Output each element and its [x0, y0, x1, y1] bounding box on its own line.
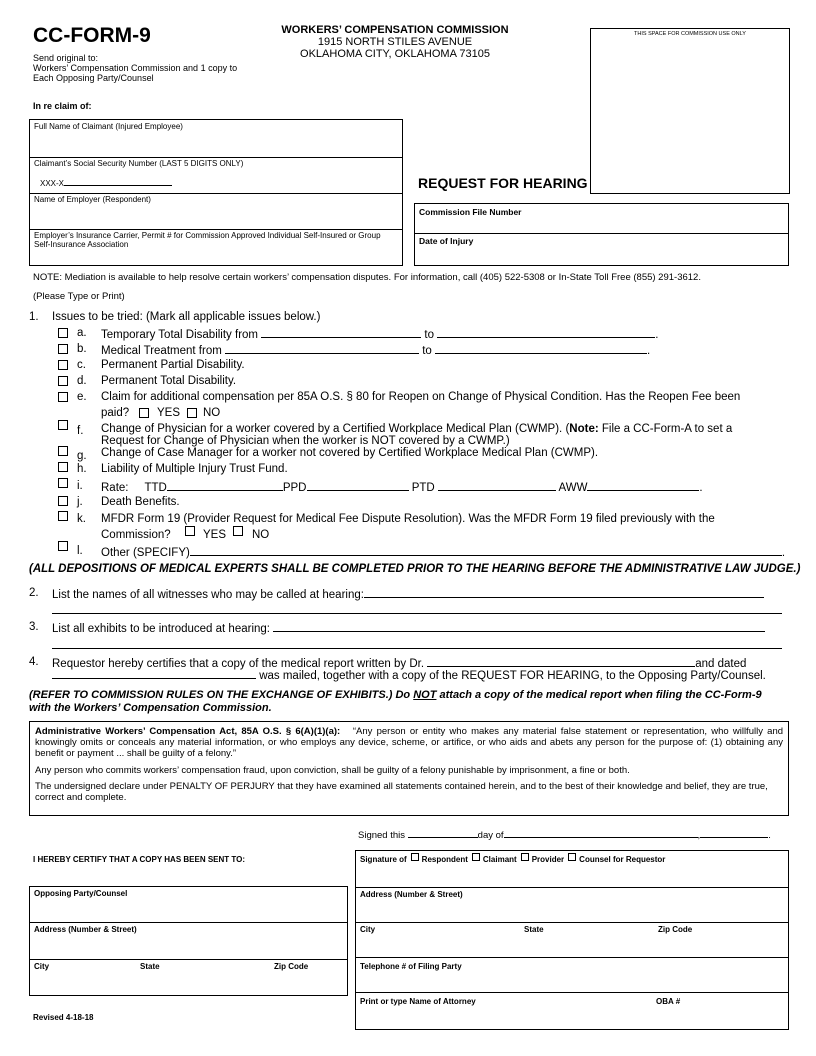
commission-use-label: THIS SPACE FOR COMMISSION USE ONLY [634, 31, 746, 37]
ttd-blank[interactable] [167, 479, 283, 491]
issue-d-text: Permanent Total Disability. [101, 375, 237, 387]
checkbox-g[interactable] [58, 446, 68, 456]
ssn-label: Claimant’s Social Security Number (LAST 5 DIGITS ONLY) [34, 159, 244, 168]
refer-not: NOT [413, 689, 437, 701]
refer-text: attach a copy of the medical report when filing the CC-Form-9 [436, 689, 762, 701]
send-instructions [33, 53, 237, 83]
issue-d-letter: d. [77, 375, 87, 387]
checkbox-l[interactable] [58, 541, 68, 551]
day-of-label: day of [477, 830, 504, 841]
issue-b-letter: b. [77, 343, 87, 355]
item3-text: List all exhibits to be introduced at hearing: [52, 623, 270, 635]
comma: , [697, 830, 701, 841]
dated-label: and dated [695, 658, 747, 670]
refer-text-line2: with the Workers’ Compensation Commission. [29, 702, 272, 714]
item2 [52, 586, 764, 602]
issue-k-commission: Commission? [101, 529, 171, 541]
checkbox-b[interactable] [58, 344, 68, 354]
month-blank[interactable] [504, 828, 698, 838]
in-re-claim: In re claim of: [33, 101, 92, 111]
issue-l-letter: l. [77, 545, 83, 557]
phone-label: Telephone # of Filing Party [360, 962, 462, 971]
issue-a: Temporary Total Disability from to . [101, 326, 658, 342]
issue-b: Medical Treatment from to . [101, 342, 650, 358]
divider [356, 957, 788, 958]
mediation-note: NOTE: Mediation is available to help resolve certain workers’ compensation disputes. For information, call (405) 522-5308 or In-State Toll Free (855) 291-3612. [33, 272, 701, 283]
type-or-print: (Please Type or Print) [33, 291, 125, 302]
item2-number: 2. [29, 587, 39, 599]
employer-label: Name of Employer (Respondent) [34, 195, 151, 204]
ppd-label: PPD [282, 482, 307, 494]
provider-label: Provider [531, 855, 565, 864]
file-number-box[interactable] [414, 203, 789, 266]
item4-text: Requestor hereby certifies that a copy of the medical report written by Dr. [52, 658, 425, 670]
respondent-checkbox[interactable] [411, 853, 419, 861]
send-line: Each Opposing Party/Counsel [33, 73, 154, 83]
ptd-blank[interactable] [438, 479, 556, 491]
certify-text: I HEREBY CERTIFY THAT A COPY HAS BEEN SENT TO: [33, 855, 246, 864]
depositions-notice: (ALL DEPOSITIONS OF MEDICAL EXPERTS SHALL BE COMPLETED PRIOR TO THE HEARING BEFORE THE ADMINISTRATIVE LAW JUDGE.) [29, 563, 801, 575]
issue-l-text: Other (SPECIFY) [101, 547, 190, 559]
claimant-checkbox[interactable] [472, 853, 480, 861]
refer-text: (REFER TO COMMISSION RULES ON THE EXCHANGE OF EXHIBITS.) Do [29, 689, 414, 701]
issues-number: 1. [29, 311, 39, 323]
filer-city-label: City [360, 925, 376, 934]
checkbox-i[interactable] [58, 478, 68, 488]
blank[interactable] [435, 342, 647, 354]
checkbox-k[interactable] [58, 511, 68, 521]
checkbox-e-yes[interactable] [139, 408, 149, 418]
no-label: NO [252, 529, 270, 541]
ptd-label: PTD [411, 482, 435, 494]
provider-checkbox[interactable] [521, 853, 529, 861]
fraud-text: Any person who commits workers’ compensation fraud, upon conviction, shall be guilty of a felony punishable by imprisonment, a fine or both. [35, 765, 630, 776]
issue-f-text: File a CC-Form-A to set a [598, 423, 733, 435]
blank[interactable] [225, 342, 419, 354]
commission-use-box [590, 28, 790, 194]
counsel-checkbox[interactable] [568, 853, 576, 861]
perjury-text: The undersigned declare under PENALTY OF PERJURY that they have examined all statements contained herein, and to the best of their knowledge and belief, they are true, correct and complete. [35, 781, 768, 803]
aww-label: AWW [558, 482, 588, 494]
send-line: Send original to: [33, 53, 99, 63]
rate-label: Rate: [101, 482, 129, 494]
issue-k-text: MFDR Form 19 (Provider Request for Medical Fee Dispute Resolution). Was the MFDR Form 19 filed previously with the [101, 513, 715, 525]
divider [30, 922, 347, 923]
counsel-label: Counsel for Requestor [579, 855, 666, 864]
agency-name: WORKERS’ COMPENSATION COMMISSION [281, 24, 509, 36]
opposing-party-box[interactable] [29, 886, 348, 996]
divider [356, 992, 788, 993]
checkbox-f[interactable] [58, 420, 68, 430]
issue-c-text: Permanent Partial Disability. [101, 359, 245, 371]
to-label: to [422, 345, 432, 357]
yes-label: YES [203, 529, 227, 541]
issue-c-letter: c. [77, 359, 86, 371]
claimant-info-box [29, 119, 403, 266]
item2-text: List the names of all witnesses who may be called at hearing: [52, 589, 364, 601]
ssn-blank[interactable] [64, 177, 172, 186]
form-id: CC-FORM-9 [33, 24, 151, 47]
issue-h-text: Liability of Multiple Injury Trust Fund. [101, 463, 288, 475]
to-label: to [424, 329, 435, 341]
send-line: Workers’ Compensation Commission and 1 copy to [33, 63, 238, 73]
issue-i-letter: i. [77, 480, 83, 492]
witness-blank[interactable] [364, 586, 764, 598]
issue-k-letter: k. [77, 513, 86, 525]
aww-blank[interactable] [587, 479, 699, 491]
divider [356, 887, 788, 888]
day-blank[interactable] [408, 828, 478, 838]
checkbox-e[interactable] [58, 392, 68, 402]
filer-box[interactable] [355, 850, 789, 1030]
ssn-field[interactable] [40, 177, 172, 188]
claimant-label: Claimant [482, 855, 517, 864]
attorney-label: Print or type Name of Attorney [360, 997, 476, 1006]
opposing-address-label: Address (Number & Street) [34, 925, 137, 934]
divider [356, 922, 788, 923]
filer-state-label: State [524, 925, 544, 934]
date-injury-label: Date of Injury [419, 236, 474, 246]
opposing-state-label: State [140, 962, 160, 971]
other-blank[interactable] [190, 544, 782, 556]
issue-a-text: Temporary Total Disability from [101, 329, 259, 341]
issue-e-text: Claim for additional compensation per 85A O.S. § 80 for Reopen on Change of Physical Condition. Has the Reopen Fee been [101, 391, 741, 403]
ppd-blank[interactable] [307, 479, 409, 491]
carrier-label: Employer’s Insurance Carrier, Permit # for Commission Approved Individual Self-Insured or Group Self-Insurance Association [34, 231, 381, 249]
item3 [52, 620, 765, 636]
oba-label: OBA # [656, 997, 681, 1006]
agency-address [280, 24, 510, 60]
issues-heading: Issues to be tried: (Mark all applicable issues below.) [52, 311, 321, 323]
divider [30, 229, 402, 230]
issue-j-letter: j. [77, 496, 83, 508]
no-label: NO [203, 407, 221, 419]
exhibits-line[interactable] [52, 648, 782, 649]
issue-l: Other (SPECIFY) . [101, 544, 785, 560]
issue-h-letter: h. [77, 463, 87, 475]
issue-a-letter: a. [77, 327, 87, 339]
checkbox-k-no[interactable] [233, 526, 243, 536]
revised-date: Revised 4-18-18 [33, 1013, 94, 1022]
issue-f-text-line2: Request for Change of Physician when the worker is NOT covered by a CWMP.) [101, 435, 510, 447]
yes-label: YES [157, 407, 181, 419]
refer-notice [29, 689, 789, 715]
issue-g-text: Change of Case Manager for a worker not covered by Certified Workplace Medical Plan (CWMP). [101, 447, 599, 459]
blank[interactable] [437, 326, 655, 338]
item4-line2 [52, 667, 766, 683]
doctor-blank[interactable] [427, 655, 695, 667]
claimant-name-label: Full Name of Claimant (Injured Employee) [34, 122, 183, 131]
signed-this-label: Signed this [358, 830, 406, 841]
checkbox-d[interactable] [58, 376, 68, 386]
statute-cite: Administrative Workers’ Compensation Act, 85A O.S. § 6(A)(1)(a): [35, 726, 341, 737]
respondent-label: Respondent [421, 855, 468, 864]
blank[interactable] [261, 326, 421, 338]
signed-this-line: Signed this day of , . [358, 830, 771, 841]
checkbox-k-yes[interactable] [185, 526, 195, 536]
checkbox-h[interactable] [58, 462, 68, 472]
issue-g-letter: g. [77, 450, 87, 462]
issue-f-letter: f. [77, 425, 84, 437]
signature-of-row [360, 853, 665, 864]
witness-line[interactable] [52, 613, 782, 614]
issue-i: Rate: TTD PPD PTD AWW . [101, 479, 703, 495]
statute-quote [35, 726, 783, 759]
checkbox-e-no[interactable] [187, 408, 197, 418]
item3-number: 3. [29, 621, 39, 633]
depositions-text: ALL DEPOSITIONS OF MEDICAL EXPERTS SHALL BE COMPLETED PRIOR TO THE HEARING BEFORE THE ADMINISTRATIVE LAW JUDGE [32, 563, 794, 575]
item4-text2: was mailed, together with a copy of the REQUEST FOR HEARING, to the Opposing Party/Counsel. [259, 670, 766, 682]
year-blank[interactable] [700, 828, 768, 838]
form-title: REQUEST FOR HEARING [418, 175, 588, 191]
issue-f-note: Note: [569, 423, 599, 435]
filer-address-label: Address (Number & Street) [360, 890, 463, 899]
ttd-label: TTD [144, 482, 167, 494]
opposing-party-label: Opposing Party/Counsel [34, 889, 128, 898]
signature-of-label: Signature of [360, 855, 407, 864]
issue-e-letter: e. [77, 391, 87, 403]
issue-f-text: Change of Physician for a worker covered by a Certified Workplace Medical Plan (CWMP). ( [101, 423, 570, 435]
issue-j-text: Death Benefits. [101, 496, 180, 508]
divider [30, 157, 402, 158]
item4-number: 4. [29, 656, 39, 668]
opposing-city-label: City [34, 962, 50, 971]
statute-box [29, 721, 789, 816]
divider [415, 233, 788, 234]
checkbox-j[interactable] [58, 496, 68, 506]
divider [30, 959, 347, 960]
exhibits-blank[interactable] [273, 620, 765, 632]
checkbox-a[interactable] [58, 328, 68, 338]
filer-zip-label: Zip Code [658, 925, 693, 934]
checkbox-c[interactable] [58, 360, 68, 370]
file-number-label: Commission File Number [419, 207, 522, 217]
agency-city: OKLAHOMA CITY, OKLAHOMA 73105 [300, 48, 490, 60]
date-blank[interactable] [52, 667, 256, 679]
agency-street: 1915 NORTH STILES AVENUE [317, 36, 473, 48]
ssn-prefix: XXX-X [40, 179, 65, 188]
divider [30, 193, 402, 194]
issue-e-paid: paid? [101, 407, 130, 419]
statute-quote-text: “Any person or entity who makes any material false statement or representation, who willfully and knowingly omits or conceals any material information, or who employs any device, scheme, or artifice, or who aids and abets any person for the purpose of: (1) obtaining any benefit or payment ... shall be guilty of a felony.” [35, 726, 784, 759]
issue-b-text: Medical Treatment from [101, 345, 222, 357]
opposing-zip-label: Zip Code [274, 962, 309, 971]
